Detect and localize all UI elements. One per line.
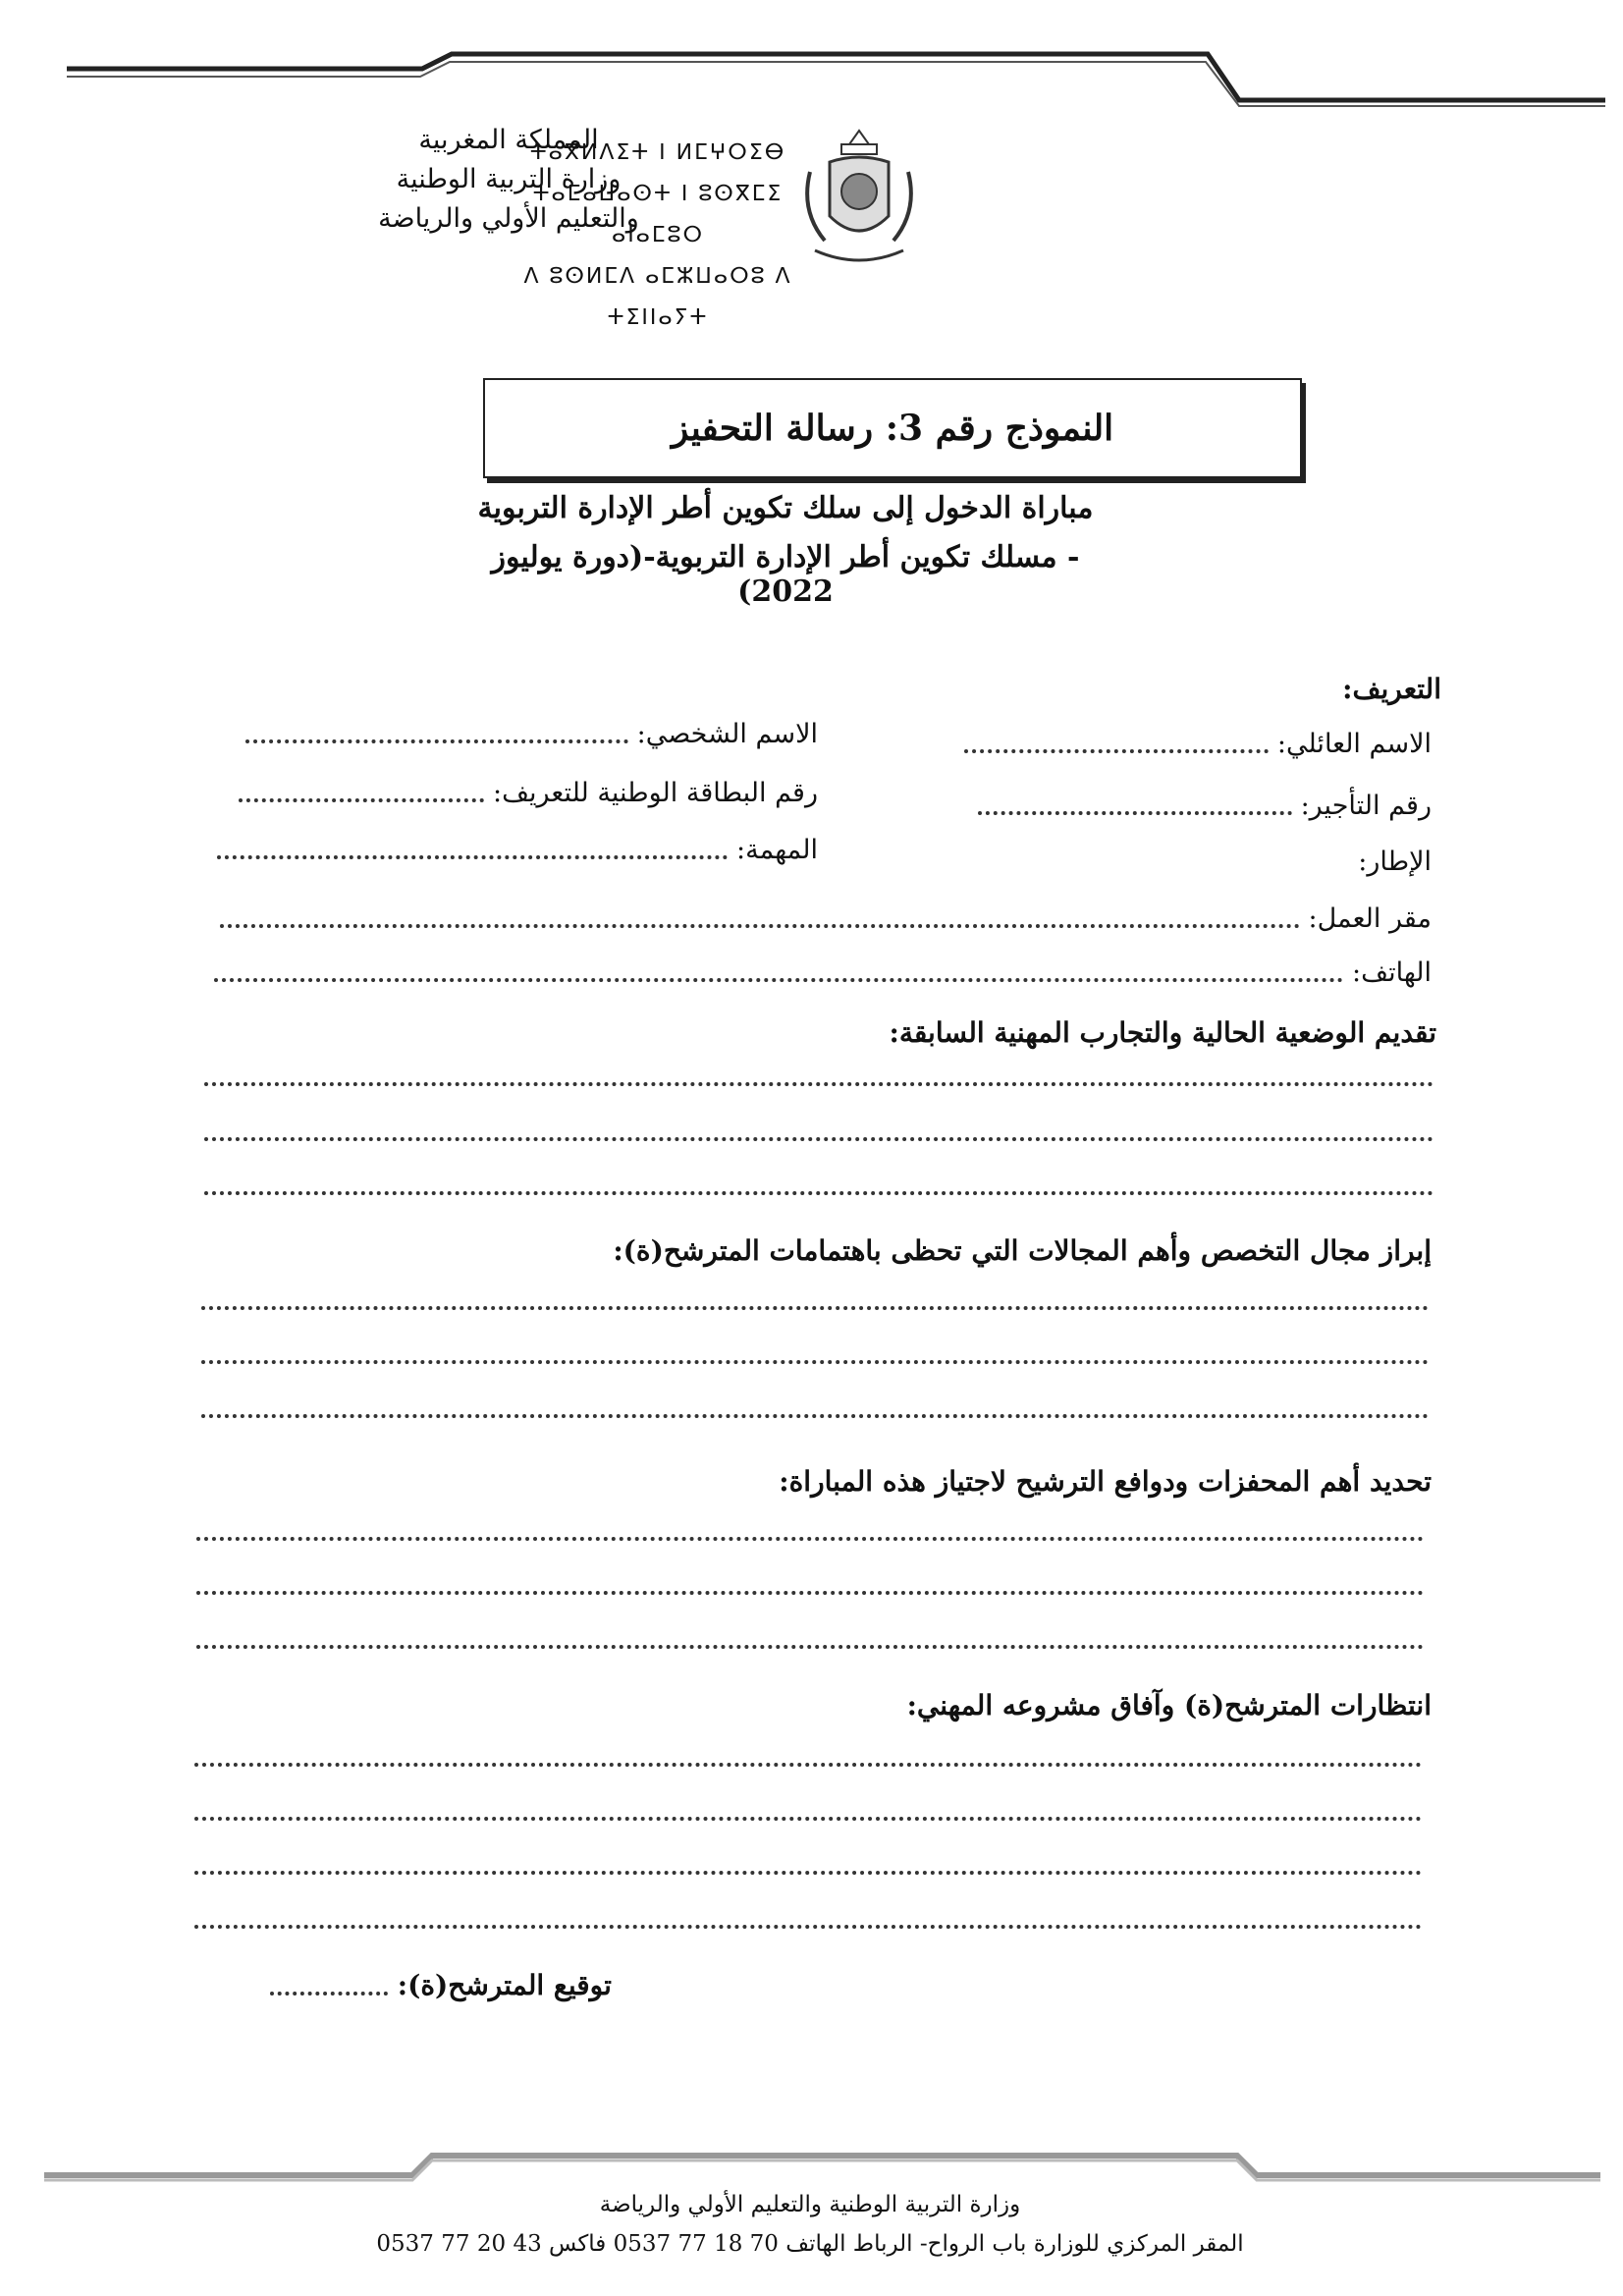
registration-number-dots [978,799,1292,815]
first-name-dots [245,728,628,743]
answer-line[interactable] [201,1360,1429,1364]
answer-line[interactable] [204,1082,1434,1086]
first-name-label: الاسم الشخصي: [636,719,818,749]
cin-dots [239,787,484,802]
workplace-label: مقر العمل: [1308,903,1432,934]
answer-line[interactable] [194,1871,1422,1875]
answer-line[interactable] [196,1591,1424,1595]
answer-line[interactable] [196,1537,1424,1541]
header-ar-line: وزارة التربية الوطنية [396,164,622,194]
identification-heading: التعريف: [1342,673,1441,705]
answer-line[interactable] [196,1645,1424,1649]
footer-address: المقر المركزي للوزارة باب الرواح- الرباط الهاتف 70 18 77 0537 فاكس 43 20 77 0537 [376,2231,1244,2257]
phone-field[interactable] [214,957,1432,988]
answer-line[interactable] [194,1763,1422,1767]
section-heading: تقديم الوضعية الحالية والتجارب المهنية السابقة: [889,1016,1436,1049]
answer-line[interactable] [194,1925,1422,1929]
function-field[interactable] [217,835,818,865]
header-arabic [361,121,656,239]
header-ar-line: المملكة المغربية [418,125,599,155]
registration-number-field[interactable] [978,791,1432,821]
section-heading: تحديد أهم المحفزات ودوافع الترشيح لاجتياز هذه المباراة: [779,1465,1432,1498]
workplace-field[interactable] [220,903,1432,934]
answer-line[interactable] [204,1137,1434,1141]
section-heading: إبراز مجال التخصص وأهم المجالات التي تحظى باهتمامات المترشح(ة): [613,1234,1432,1267]
signature-label: توقيع المترشح(ة): [397,1969,612,2001]
grade-label: الإطار: [1358,847,1432,877]
section-heading: انتظارات المترشح(ة) وآفاق مشروعه المهني: [906,1689,1432,1722]
answer-line[interactable] [201,1414,1429,1418]
registration-number-label: رقم التأجير: [1300,791,1432,821]
cin-field[interactable] [239,778,818,808]
family-name-field[interactable] [964,729,1432,759]
footer-rule [0,2131,1623,2190]
subtitle-line-2: - مسلك تكوين أطر الإدارة التربوية-(دورة يوليوز 2022) [491,540,1080,609]
cin-label: رقم البطاقة الوطنية للتعريف: [492,778,818,808]
answer-line[interactable] [204,1191,1434,1195]
family-name-label: الاسم العائلي: [1276,729,1432,759]
header-rule [0,0,1623,118]
header-ar-line: والتعليم الأولي والرياضة [378,203,639,234]
answer-line[interactable] [201,1306,1429,1310]
moroccan-coat-of-arms-icon [790,123,928,280]
header-tf-line: ⵜⴰⵎⴰⵡⴰⵙⵜ ⵏ ⵓⵙⴳⵎⵉ ⴰⵏⴰⵎⵓⵔ [532,182,784,247]
header-tf-line: ⵜⴰⴳⵍⴷⵉⵜ ⵏ ⵍⵎⵖⵔⵉⴱ [529,140,786,165]
header-tf-line: ⴷ ⵓⵙⵍⵎⴷ ⴰⵎⵣⵡⴰⵔⵓ ⴷ ⵜⵉⵏⵏⴰⵢⵜ [523,264,792,330]
family-name-dots [964,738,1269,753]
signature-field[interactable] [270,1969,612,2001]
signature-dots [270,1980,388,1995]
first-name-field[interactable] [245,719,818,749]
workplace-dots [220,912,1300,928]
function-dots [217,844,728,859]
document-title: النموذج رقم 3: رسالة التحفيز [483,378,1302,478]
phone-label: الهاتف: [1352,957,1432,988]
footer-ministry: وزارة التربية الوطنية والتعليم الأولي والرياضة [599,2192,1021,2217]
answer-line[interactable] [194,1817,1422,1821]
function-label: المهمة: [736,835,818,865]
subtitle-line-1: مباراة الدخول إلى سلك تكوين أطر الإدارة التربوية [477,491,1094,525]
grade-field[interactable] [1358,847,1432,877]
phone-dots [214,966,1343,982]
